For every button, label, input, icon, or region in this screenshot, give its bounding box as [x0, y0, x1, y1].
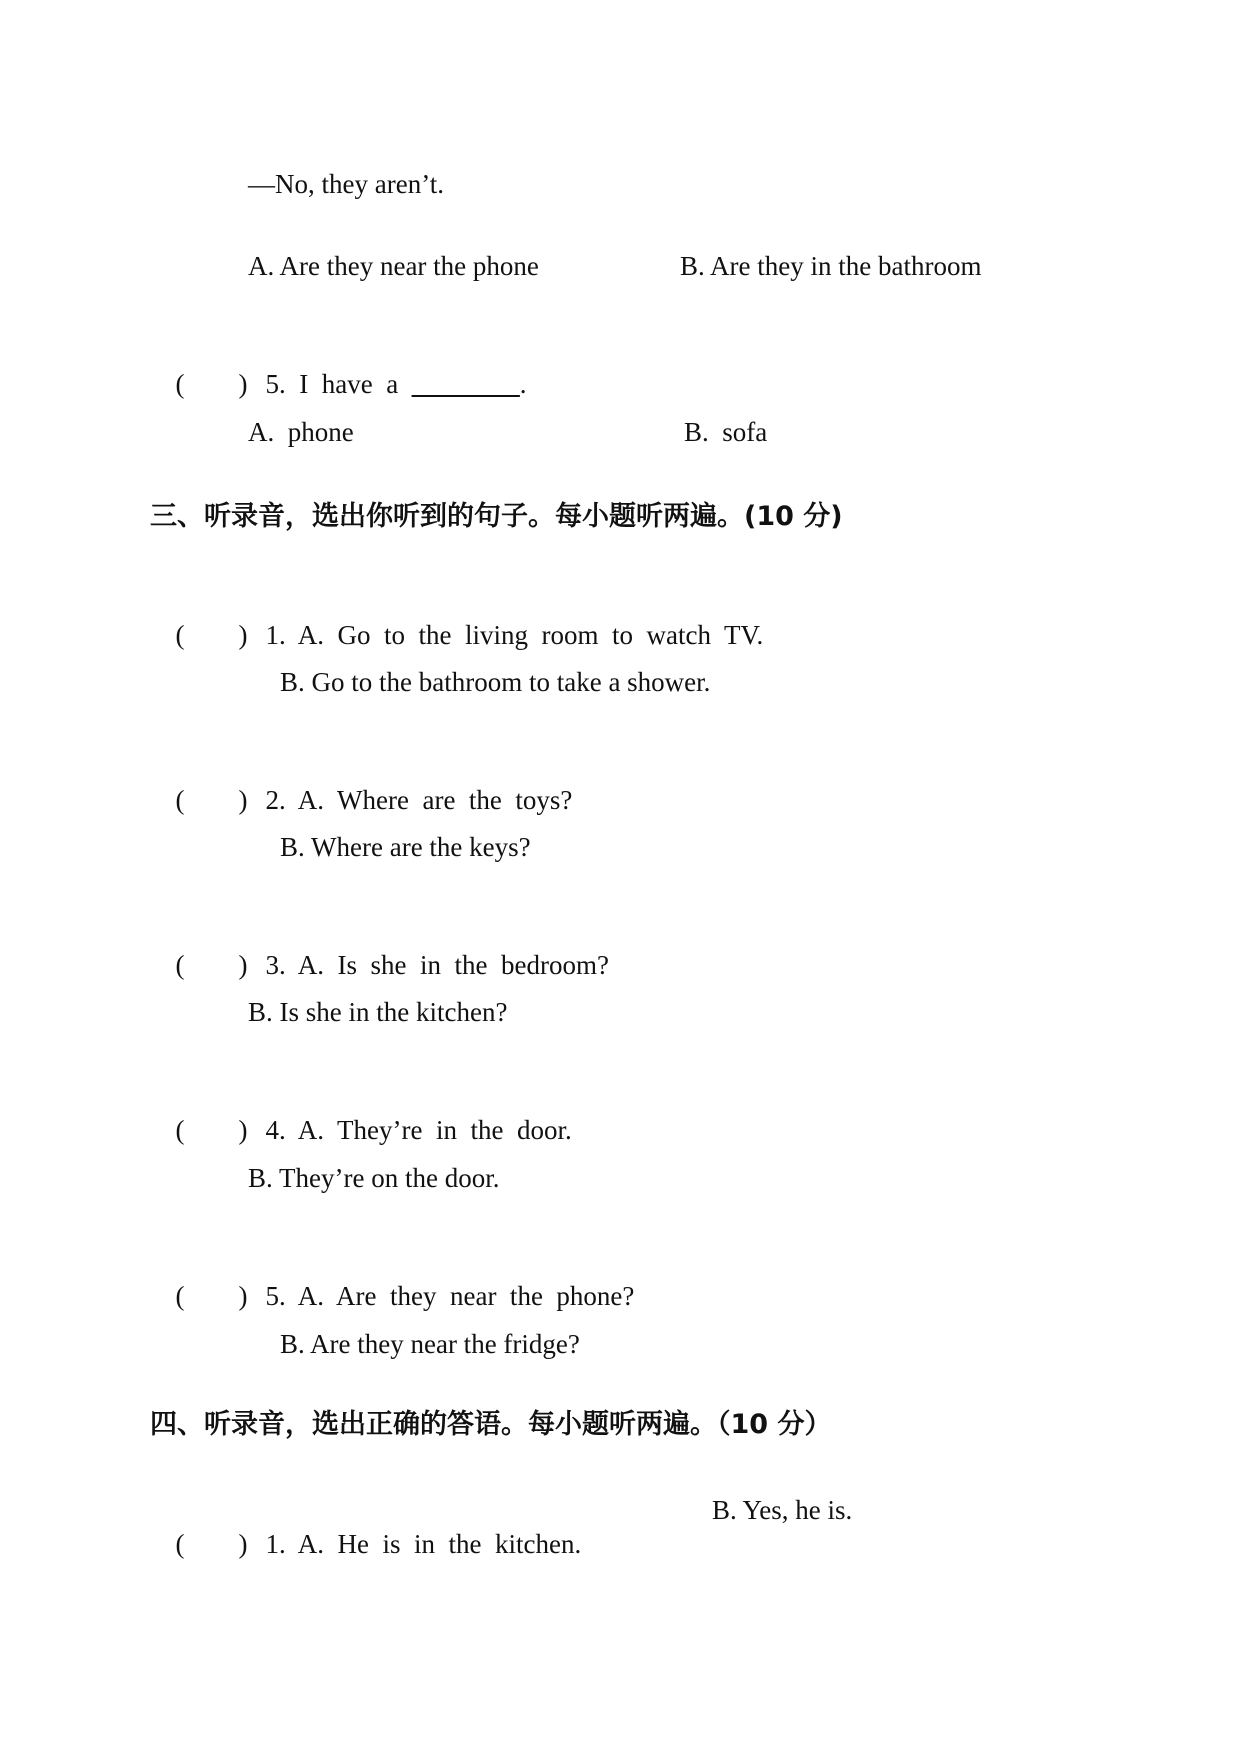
s3-q4-option-b: B. They’re on the door. — [248, 1163, 500, 1193]
q5-row — [162, 333, 526, 401]
s3-q1-option-b: B. Go to the bathroom to take a shower. — [280, 667, 711, 697]
q5-stem: 5. I have a — [265, 369, 412, 399]
q5-period: . — [519, 369, 527, 399]
answer-paren: ( ) — [175, 785, 248, 815]
s3-q1-option-a: 1. A. Go to the living room to watch TV. — [265, 620, 764, 650]
s3-q4-row — [162, 1079, 572, 1147]
s3-q5-option-a: 5. A. Are they near the phone? — [265, 1281, 635, 1311]
answer-paren: ( ) — [175, 1115, 248, 1145]
s3-q2-option-b: B. Where are the keys? — [280, 832, 531, 862]
s3-q3-option-a: 3. A. Is she in the bedroom? — [265, 950, 609, 980]
s3-q4-option-a: 4. A. They’re in the door. — [265, 1115, 572, 1145]
section3-heading: 三、听录音，选出你听到的句子。每小题听两遍。(10 分) — [150, 501, 843, 532]
section4-heading: 四、听录音，选出正确的答语。每小题听两遍。（10 分） — [150, 1409, 832, 1440]
s3-q5-row — [162, 1245, 634, 1313]
answer-paren: ( ) — [175, 620, 248, 650]
q4-answer: —No, they aren’t. — [248, 169, 444, 199]
s3-q2-row — [162, 749, 572, 817]
q4-option-a: A. Are they near the phone — [248, 251, 539, 281]
answer-paren: ( ) — [175, 950, 248, 980]
s3-q1-row — [162, 584, 763, 652]
q5-option-a: A. phone — [248, 417, 354, 447]
s4-q1-option-b: B. Yes, he is. — [712, 1495, 853, 1525]
answer-paren: ( ) — [175, 369, 248, 399]
q5-option-b: B. sofa — [684, 417, 768, 447]
s4-q1-option-a: 1. A. He is in the kitchen. — [265, 1529, 582, 1559]
s3-q2-option-a: 2. A. Where are the toys? — [265, 785, 573, 815]
s4-q1-row — [162, 1493, 581, 1561]
q4-option-b: B. Are they in the bathroom — [680, 251, 982, 281]
s3-q5-option-b: B. Are they near the fridge? — [280, 1329, 580, 1359]
answer-paren: ( ) — [175, 1529, 248, 1559]
s3-q3-row — [162, 914, 609, 982]
q5-blank: ________ — [411, 369, 520, 399]
s3-q3-option-b: B. Is she in the kitchen? — [248, 997, 508, 1027]
answer-paren: ( ) — [175, 1281, 248, 1311]
